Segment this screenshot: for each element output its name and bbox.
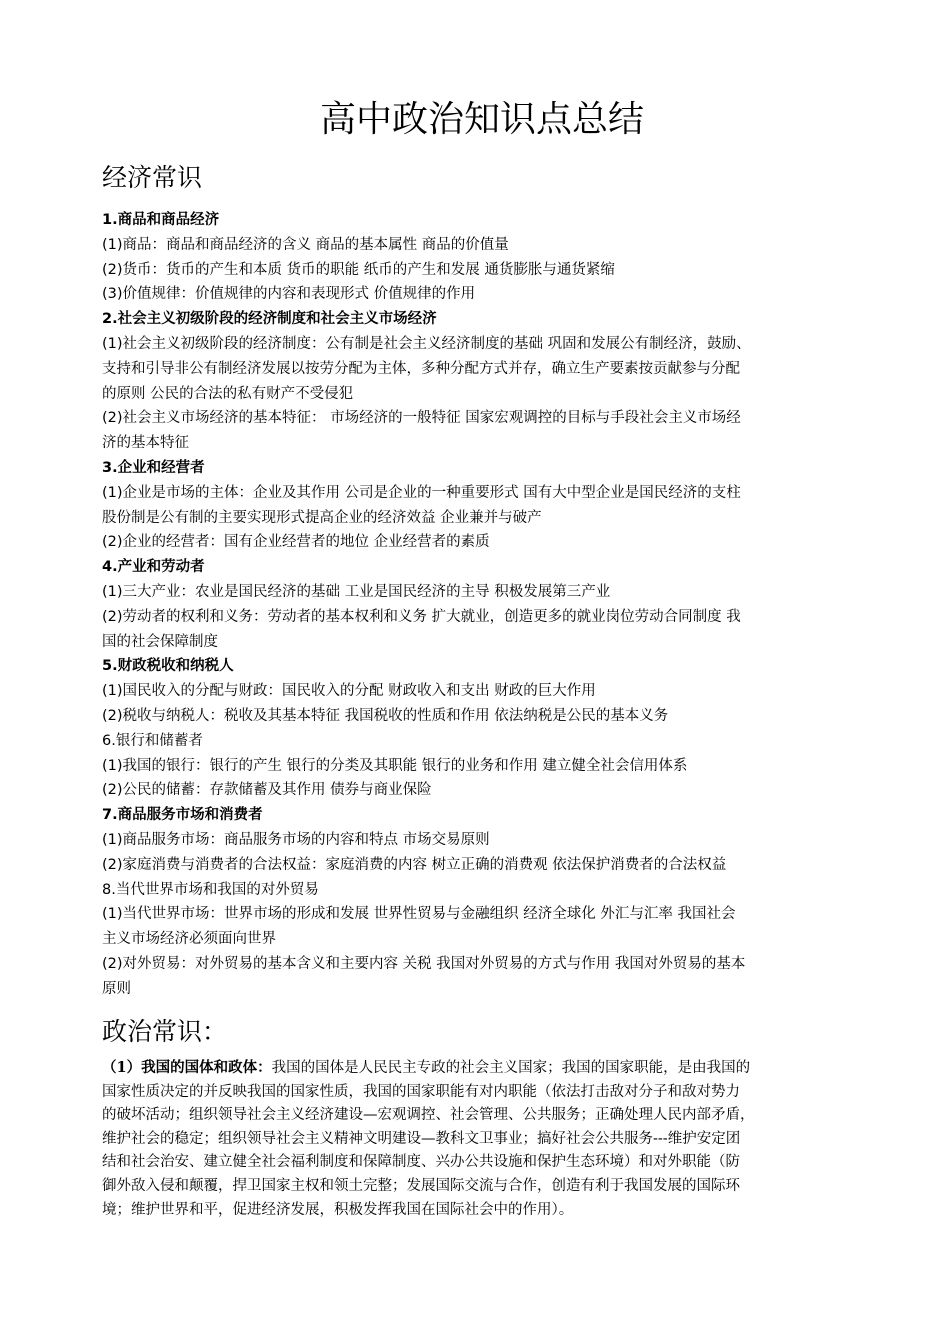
politics-section [102, 1014, 862, 1222]
outline-line: (2)对外贸易：对外贸易的基本含义和主要内容 关税 我国对外贸易的方式与作用 我国对外贸易的基本 [102, 955, 746, 972]
politics-paragraph [102, 1056, 862, 1222]
paragraph-line: 结和社会治安、建立健全社会福利制度和保障制度、兴办公共设施和保护生态环境）和对外职能（防 [102, 1154, 740, 1171]
outline-line: (1)国民收入的分配与财政：国民收入的分配 财政收入和支出 财政的巨大作用 [102, 683, 596, 700]
paragraph-line: 国家性质决定的并反映我国的国家性质，我国的国家职能有对内职能（依法打击敌对分子和敌对势力 [102, 1083, 740, 1100]
outline-topic-heading: 2.社会主义初级阶段的经济制度和社会主义市场经济 [102, 311, 437, 328]
outline-topic-heading: 1.商品和商品经济 [102, 212, 220, 228]
paragraph-line: 御外敌入侵和颠覆，捍卫国家主权和领土完整；发展国际交流与合作，创造有利于我国发展的国际环 [102, 1177, 740, 1194]
economics-section [102, 160, 862, 1002]
paragraph-line: 境；维护世界和平，促进经济发展，积极发挥我国在国际社会中的作用）。 [102, 1201, 574, 1218]
outline-line: 支持和引导非公有制经济发展以按劳分配为主体，多种分配方式并存，确立生产要素按贡献参与分配 [102, 360, 740, 377]
outline-line: 6.银行和储蓄者 [102, 732, 203, 749]
outline-line: 的原则 公民的合法的私有财产不受侵犯 [102, 385, 354, 402]
outline-line: 8.当代世界市场和我国的对外贸易 [102, 881, 319, 898]
paragraph-line: 的破坏活动；组织领导社会主义经济建设—宏观调控、社会管理、公共服务；正确处理人民内部矛盾， [102, 1107, 755, 1124]
outline-line: 原则 [102, 980, 131, 997]
outline-line: (2)货币：货币的产生和本质 货币的职能 纸币的产生和发展 通货膨胀与通货紧缩 [102, 261, 615, 278]
paragraph-lead: （1）我国的国体和政体： [102, 1059, 272, 1076]
politics-heading: 政治常识： [102, 1017, 228, 1046]
economics-heading: 经济常识 [102, 163, 203, 192]
outline-line: (2)公民的储蓄：存款储蓄及其作用 债券与商业保险 [102, 782, 432, 799]
outline-topic-heading: 4.产业和劳动者 [102, 559, 205, 576]
paragraph-line: 维护社会的稳定；组织领导社会主义精神文明建设—教科文卫事业；搞好社会公共服务---维护安定团 [102, 1130, 741, 1147]
outline-topic-heading: 7.商品服务市场和消费者 [102, 807, 263, 824]
outline-line: 济的基本特征 [102, 435, 189, 452]
outline-line: (1)商品服务市场：商品服务市场的内容和特点 市场交易原则 [102, 831, 490, 848]
paragraph-text: 我国的国体是人民民主专政的社会主义国家；我国的国家职能，是由我国的 [271, 1060, 751, 1076]
outline-line: (3)价值规律：价值规律的内容和表现形式 价值规律的作用 [102, 286, 476, 303]
outline-line: 国的社会保障制度 [102, 633, 218, 650]
outline-line: (1)当代世界市场：世界市场的形成和发展 世界性贸易与金融组织 经济全球化 外汇与汇率 我国社会 [102, 906, 736, 923]
outline-line: (1)社会主义初级阶段的经济制度：公有制是社会主义经济制度的基础 巩固和发展公有制经济，鼓励、 [102, 335, 751, 352]
outline-line: (2)劳动者的权利和义务：劳动者的基本权利和义务 扩大就业，创造更多的就业岗位劳动合同制度 我 [102, 608, 741, 625]
paragraph-line [102, 1056, 862, 1081]
outline-line: (2)税收与纳税人：税收及其基本特征 我国税收的性质和作用 依法纳税是公民的基本义务 [102, 707, 669, 724]
outline-line: (1)我国的银行：银行的产生 银行的分类及其职能 银行的业务和作用 建立健全社会信用体系 [102, 757, 688, 774]
outline-line: (1)三大产业：农业是国民经济的基础 工业是国民经济的主导 积极发展第三产业 [102, 583, 611, 600]
economics-outline [102, 208, 862, 1002]
document-title: 高中政治知识点总结 [319, 99, 644, 140]
outline-line: (1)企业是市场的主体：企业及其作用 公司是企业的一种重要形式 国有大中型企业是国民经济的支柱 [102, 484, 741, 501]
outline-topic-heading: 5.财政税收和纳税人 [102, 658, 234, 675]
outline-line: (2)企业的经营者：国有企业经营者的地位 企业经营者的素质 [102, 534, 490, 551]
outline-line: (2)家庭消费与消费者的合法权益：家庭消费的内容 树立正确的消费观 依法保护消费者的合法权益 [102, 856, 727, 873]
outline-line: (1)商品：商品和商品经济的含义 商品的基本属性 商品的价值量 [102, 236, 509, 253]
outline-topic-heading: 3.企业和经营者 [102, 459, 205, 476]
outline-line: 主义市场经济必须面向世界 [102, 931, 276, 948]
outline-line: (2)社会主义市场经济的基本特征： 市场经济的一般特征 国家宏观调控的目标与手段社会主义市场经 [102, 410, 741, 427]
outline-line: 股份制是公有制的主要实现形式提高企业的经济效益 企业兼并与破产 [102, 509, 542, 526]
